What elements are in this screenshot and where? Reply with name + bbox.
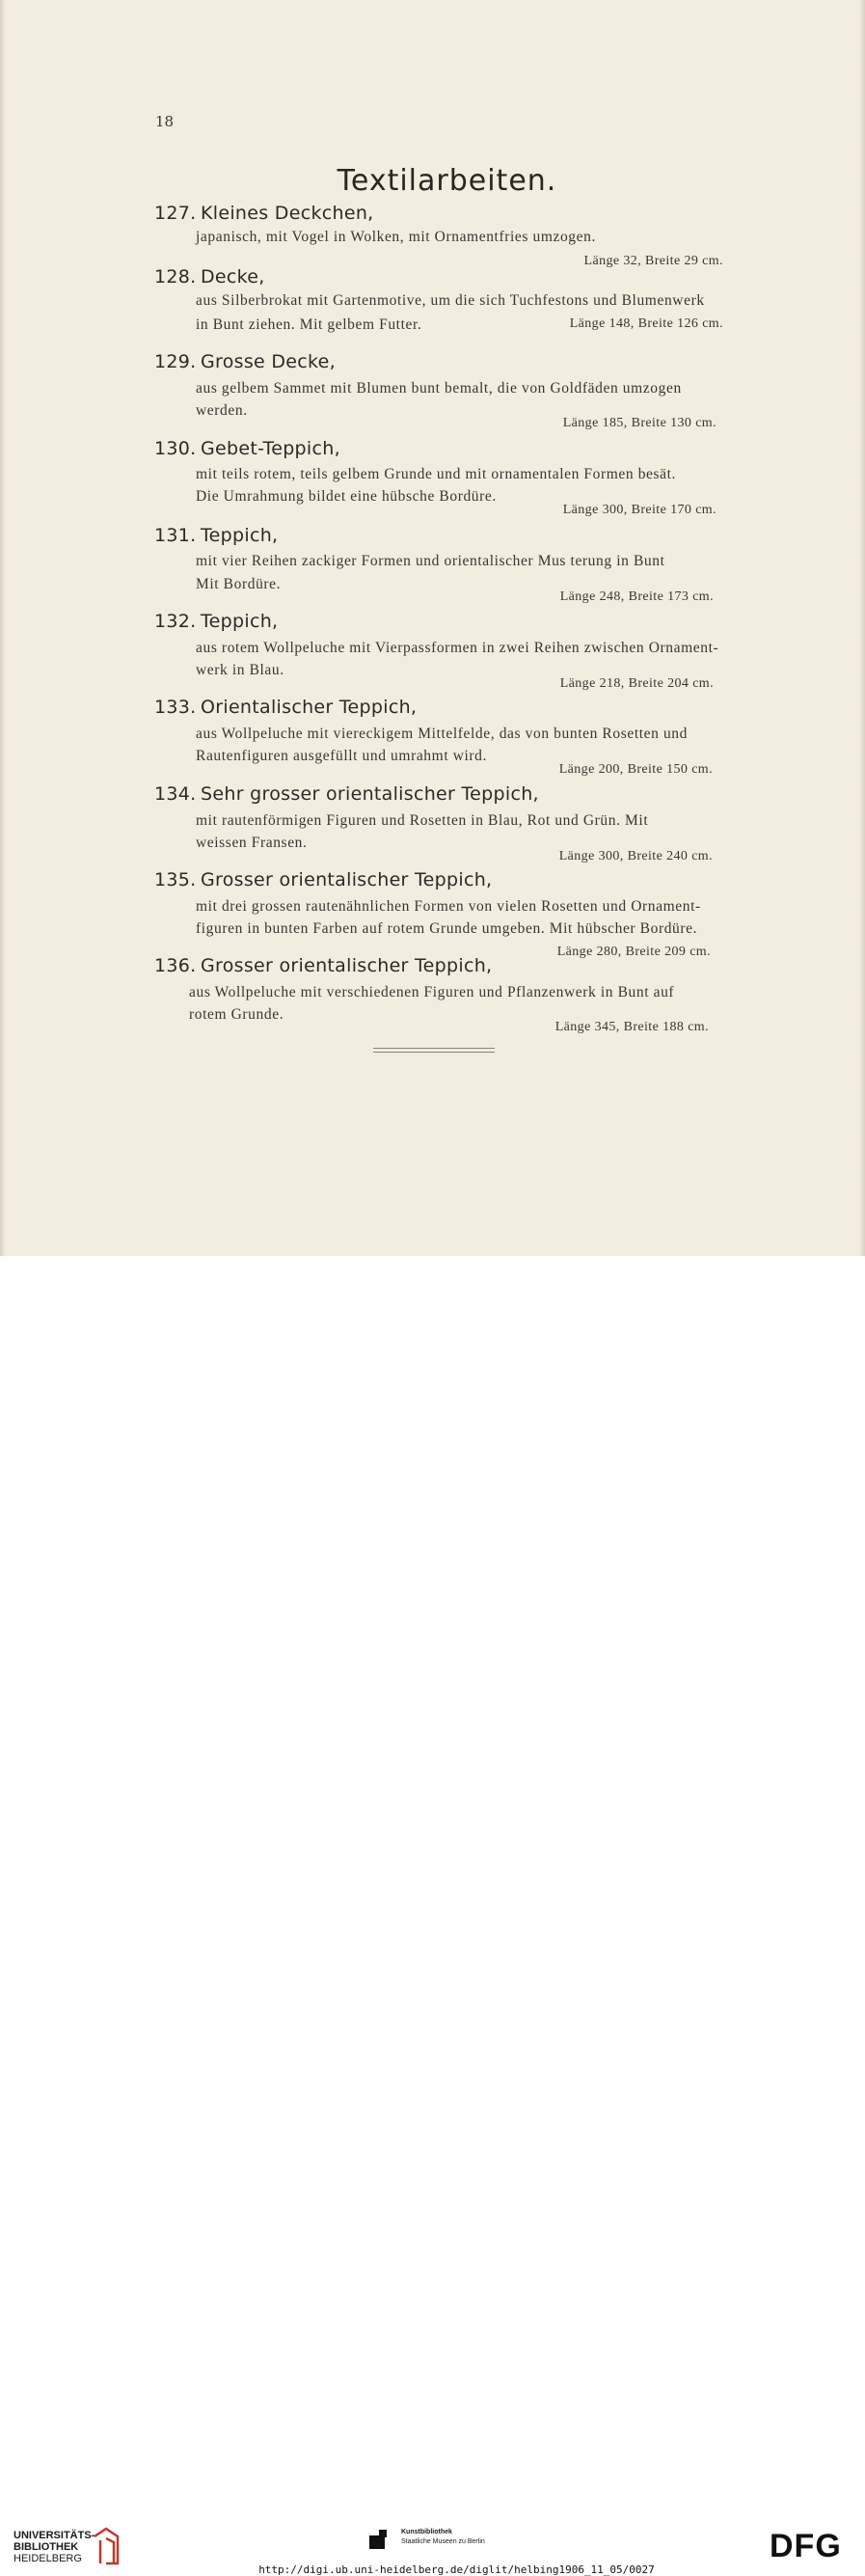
kunstbibliothek-text: Kunstbibliothek Staatliche Museen zu Berlin: [401, 2529, 485, 2545]
entry-number: 128.: [154, 266, 197, 288]
entry-129-title: 129. Grosse Decke,: [154, 351, 336, 372]
entry-number: 131.: [154, 525, 197, 546]
entry-number: 135.: [154, 869, 197, 891]
entry-127-title: 127. Kleines Deckchen,: [154, 203, 374, 224]
entry-132-line-1: aus rotem Wollpeluche mit Vierpassformen in zwei Reihen zwischen Ornament-: [196, 640, 719, 656]
ub-heidelberg-emblem-icon: [91, 2525, 122, 2567]
digitization-footer: [0, 1256, 865, 2576]
entry-133-line-2: Rautenfiguren ausgefüllt und umrahmt wird.: [196, 748, 487, 764]
entry-135-dims: Länge 280, Breite 209 cm.: [556, 945, 711, 959]
entry-131-line-2: Mit Bordüre.: [196, 576, 282, 592]
entry-136-title: 136. Grosser orientalischer Teppich,: [154, 955, 493, 976]
entry-135-line-2: figuren in bunten Farben auf rotem Grunde umgeben. Mit hübscher Bordüre.: [196, 920, 698, 937]
entry-133-dims: Länge 200, Breite 150 cm.: [558, 762, 713, 777]
closing-double-rule: [373, 1048, 495, 1053]
entry-129-line-1: aus gelbem Sammet mit Blumen bunt bemalt, die von Goldfäden umzogen: [196, 380, 682, 397]
page-number: 18: [155, 113, 175, 130]
entry-135-line-1: mit drei grossen rautenähnlichen Formen von vielen Rosetten und Ornament-: [196, 898, 701, 915]
scanned-page: [0, 0, 865, 1256]
entry-131-dims: Länge 248, Breite 173 cm.: [559, 589, 714, 604]
entry-128-dims: Länge 148, Breite 126 cm.: [569, 316, 723, 331]
entry-133-title: 133. Orientalischer Teppich,: [154, 697, 418, 718]
entry-130-line-1: mit teils rotem, teils gelbem Grunde und mit ornamentalen Formen besät.: [196, 466, 677, 482]
entry-134-title: 134. Sehr grosser orientalischer Teppich,: [154, 783, 539, 805]
entry-132-line-2: werk in Blau.: [196, 662, 284, 678]
permalink-url[interactable]: http://digi.ub.uni-heidelberg.de/diglit/helbing1906_11_05/0027: [258, 2563, 655, 2576]
entry-134-dims: Länge 300, Breite 240 cm.: [558, 849, 713, 863]
entry-136-line-1: aus Wollpeluche mit verschiedenen Figuren und Pflanzenwerk in Bunt auf: [189, 984, 675, 1000]
entry-129-dims: Länge 185, Breite 130 cm.: [562, 416, 716, 430]
entry-132-title: 132. Teppich,: [154, 611, 279, 632]
entry-number: 129.: [154, 351, 197, 372]
entry-128-line-2: in Bunt ziehen. Mit gelbem Futter.: [196, 316, 422, 333]
entry-130-title: 130. Gebet-Teppich,: [154, 438, 340, 459]
entry-135-title: 135. Grosser orientalischer Teppich,: [154, 869, 493, 891]
entry-136-line-2: rotem Grunde.: [189, 1006, 284, 1023]
ub-heidelberg-logo-text: UNIVERSITÄTS- BIBLIOTHEK HEIDELBERG: [14, 2530, 95, 2564]
kunstbibliothek-mark-icon: [369, 2530, 394, 2549]
dfg-logo: DFG: [770, 2528, 842, 2564]
entry-number: 132.: [154, 611, 197, 632]
entry-134-line-2: weissen Fransen.: [196, 835, 308, 851]
entry-number: 136.: [154, 955, 197, 976]
entry-130-line-2: Die Umrahmung bildet eine hübsche Bordüre.: [196, 488, 497, 505]
page-heading: Textilarbeiten.: [337, 164, 557, 198]
entry-128-title: 128. Decke,: [154, 266, 265, 288]
entry-number: 133.: [154, 697, 197, 718]
entry-127-line-1: japanisch, mit Vogel in Wolken, mit Ornamentfries umzogen.: [196, 229, 596, 245]
entry-number: 127.: [154, 203, 197, 224]
entry-number: 134.: [154, 783, 197, 805]
entry-129-line-2: werden.: [196, 402, 248, 419]
entry-136-dims: Länge 345, Breite 188 cm.: [554, 1020, 709, 1034]
entry-127-dims: Länge 32, Breite 29 cm.: [583, 254, 723, 268]
entry-131-title: 131. Teppich,: [154, 525, 279, 546]
entry-131-line-1: mit vier Reihen zackiger Formen und orientalischer Mus terung in Bunt: [196, 553, 665, 569]
entry-134-line-1: mit rautenförmigen Figuren und Rosetten in Blau, Rot und Grün. Mit: [196, 812, 649, 829]
entry-130-dims: Länge 300, Breite 170 cm.: [562, 503, 716, 517]
entry-number: 130.: [154, 438, 197, 459]
entry-133-line-1: aus Wollpeluche mit viereckigem Mittelfelde, das von bunten Rosetten und: [196, 726, 689, 742]
entry-128-line-1: aus Silberbrokat mit Gartenmotive, um die sich Tuchfestons und Blumenwerk: [196, 292, 705, 309]
entry-132-dims: Länge 218, Breite 204 cm.: [559, 676, 714, 691]
